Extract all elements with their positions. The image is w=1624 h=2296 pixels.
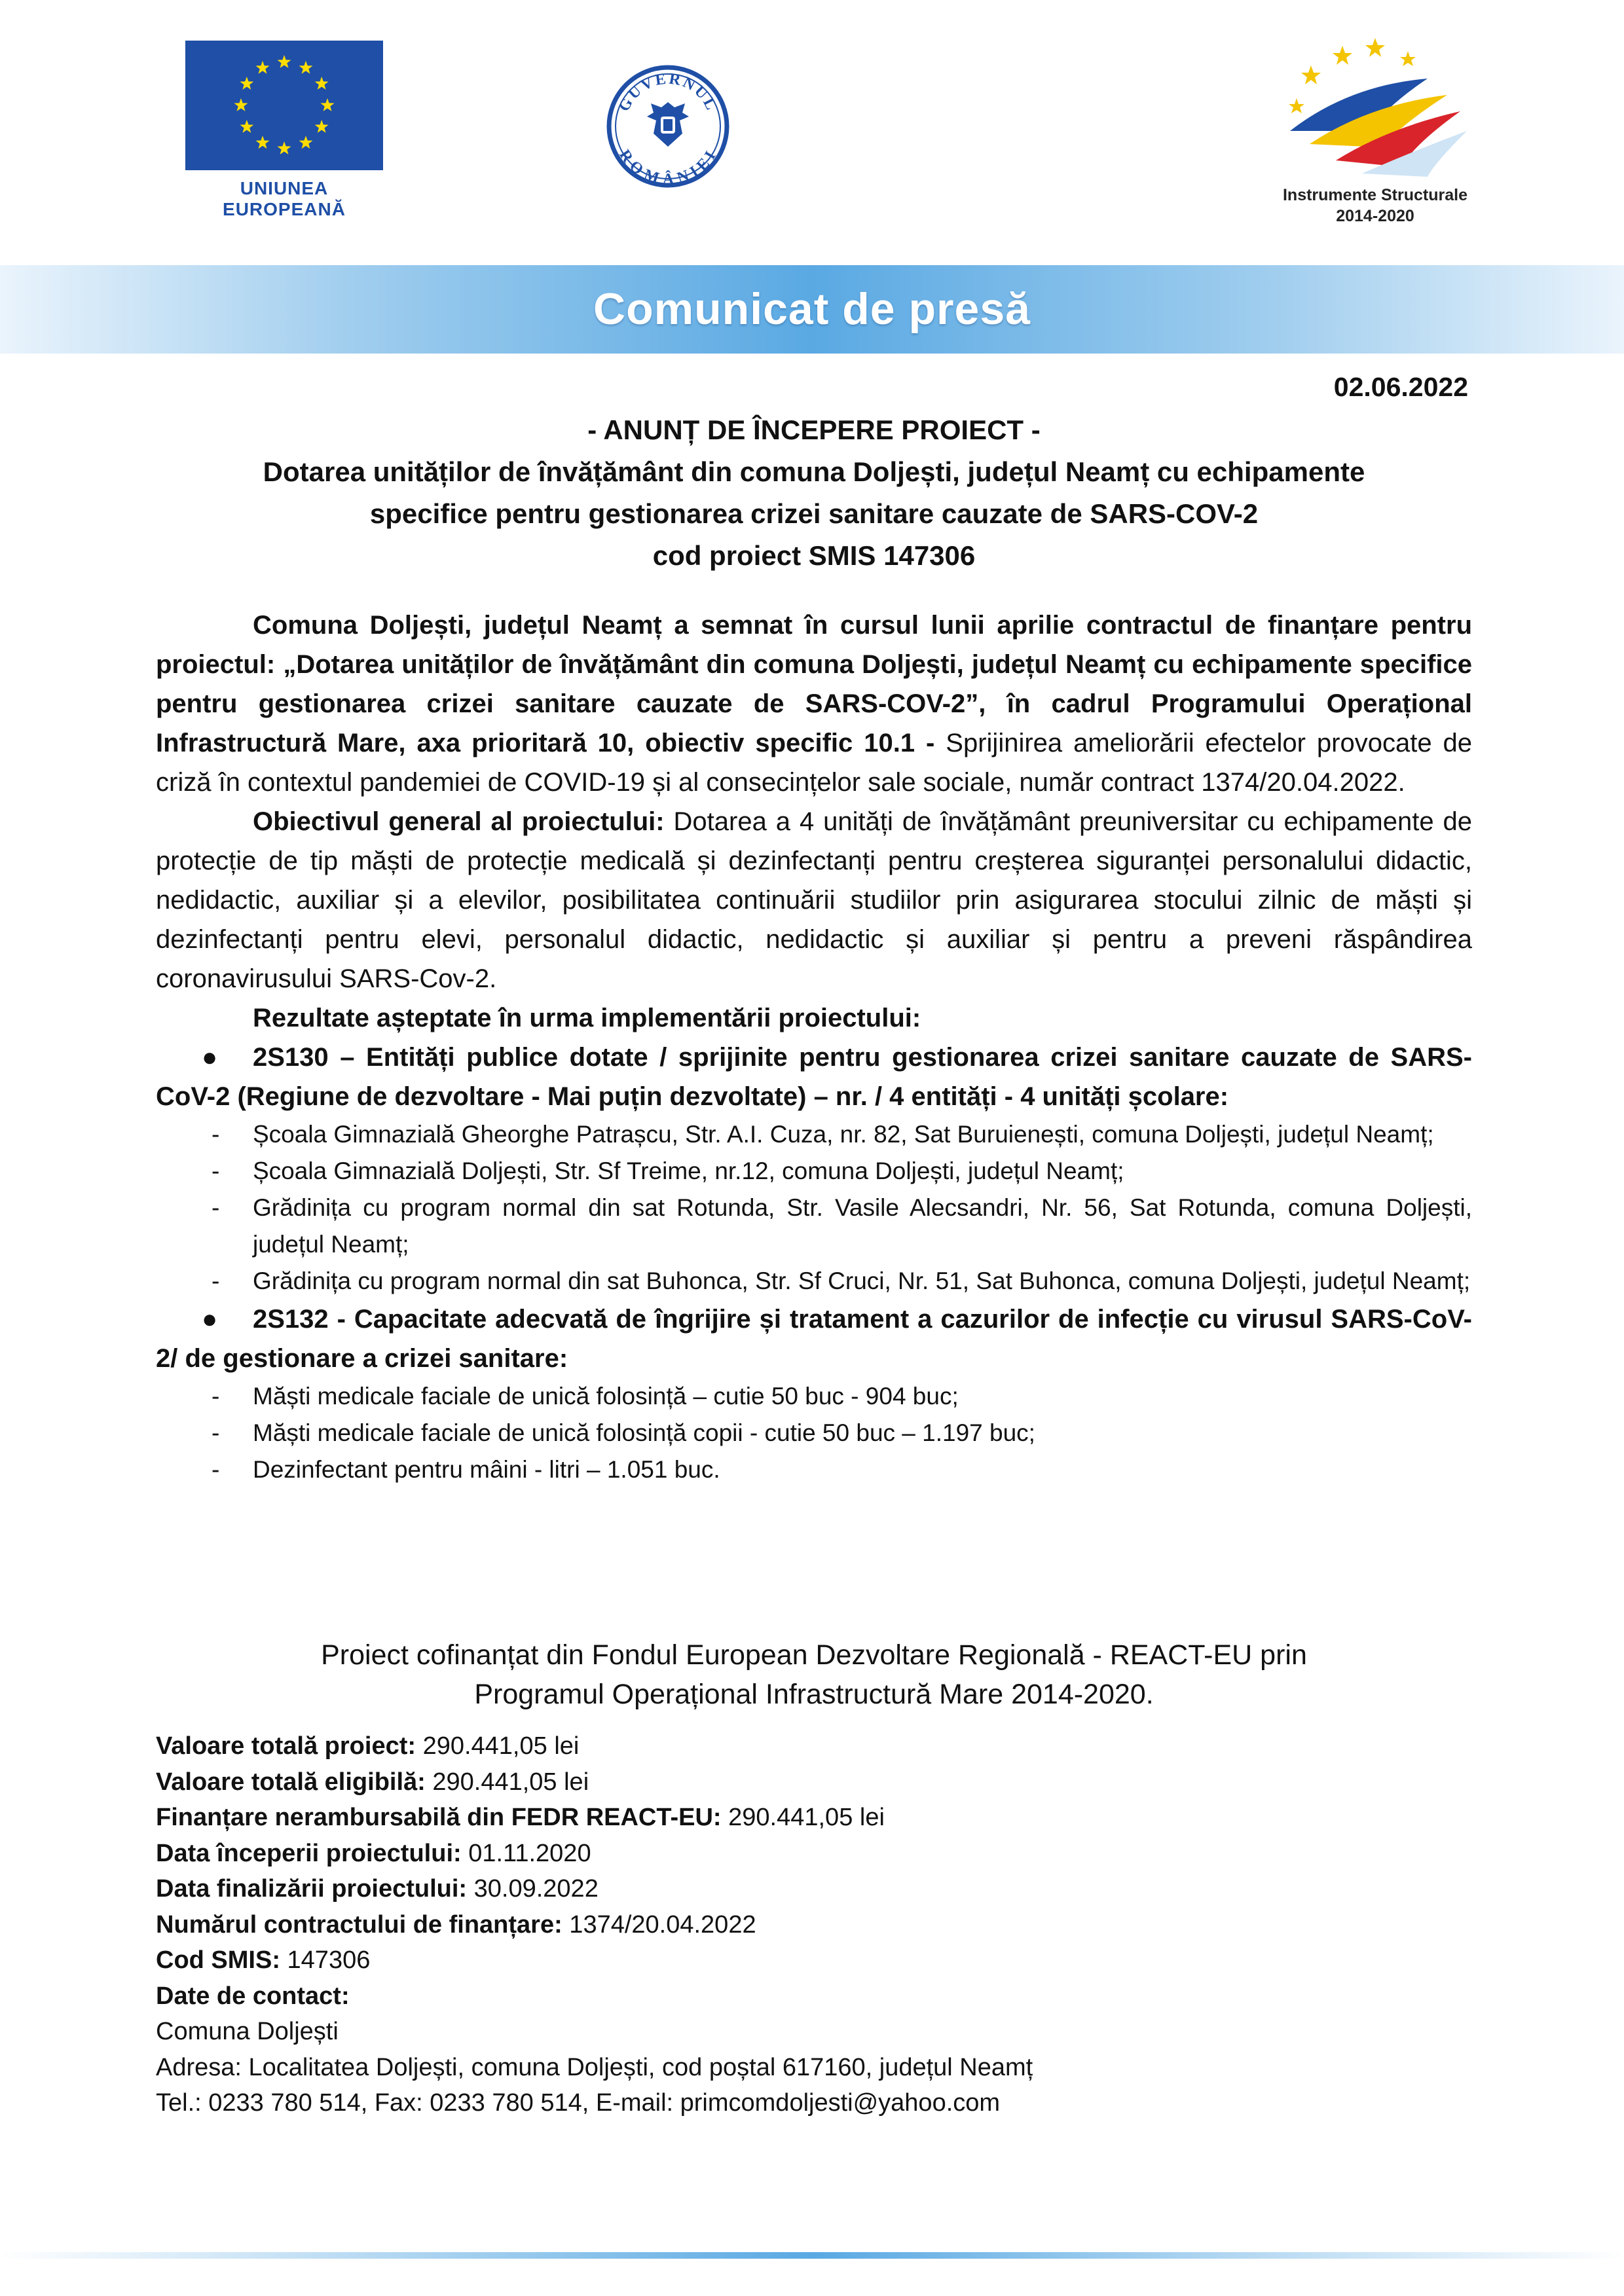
banner-title: Comunicat de presă	[593, 284, 1031, 334]
eu-star-icon	[278, 141, 291, 155]
contact-address: Adresa: Localitatea Doljești, comuna Doljești, cod poștal 617160, județul Neamț	[156, 2053, 1033, 2081]
detail-row: Valoare totală proiect: 290.441,05 lei	[156, 1732, 580, 1760]
detail-row: Data începerii proiectului: 01.11.2020	[156, 1839, 591, 1867]
instrumente-structurale-logo	[1270, 33, 1480, 229]
indicator-title: 2S130 – Entități publice dotate / sprijinite pentru gestionarea crizei sanitare cauzate de SARS-CoV-2 (Regiune de dezvoltare - Mai puțin dezvoltate) – nr. / 4 entități - 4 unități școlare:	[156, 1043, 1472, 1111]
detail-row: Date de contact:	[156, 1982, 350, 2010]
eu-star-icon	[256, 136, 270, 149]
list-item: - Școala Gimnazială Gheorghe Patrașcu, Str. A.I. Cuza, nr. 82, Sat Buruienești, comuna Doljești, județul Neamț;	[212, 1121, 1434, 1148]
eu-logo	[185, 41, 383, 219]
cofinance-line-2: Programul Operațional Infrastructură Mare 2014-2020.	[474, 1679, 1154, 1710]
detail-row: Finanțare nerambursabilă din FEDR REACT-EU: 290.441,05 lei	[156, 1804, 885, 1831]
detail-row: Valoare totală eligibilă: 290.441,05 lei	[156, 1768, 589, 1796]
eu-star-icon	[240, 77, 253, 90]
cofinance-statement	[156, 1635, 1472, 1714]
heading-line-1: - ANUNȚ DE ÎNCEPERE PROIECT -	[587, 414, 1041, 445]
indicator-2s132	[156, 1300, 1472, 1378]
eu-star-icon	[315, 77, 329, 90]
project-details	[156, 1728, 1472, 2121]
government-logo	[606, 64, 730, 189]
document-body	[156, 606, 1472, 1488]
eu-star-icon	[278, 55, 291, 68]
eu-star-icon	[256, 61, 270, 74]
release-date: 02.06.2022	[1333, 372, 1468, 402]
objective-text: Dotarea a 4 unități de învățământ preuniversitar cu echipamente de protecție de tip măști de protecție medicală și dezinfectanți pentru creșterea siguranței personalului didactic, nedidactic, auxiliar și a elevilor, posibilitatea continuării studiilor prin asigurarea stocului zilnic de măști și dezinfectanți pentru elevi, personalul didactic, nedidactic și auxiliar și pentru a preveni răspândirea coronavirusului SARS-Cov-2.	[156, 807, 1472, 993]
eu-star-icon	[299, 136, 313, 149]
heading-line-3: specifice pentru gestionarea crizei sanitare cauzate de SARS-COV-2	[369, 498, 1259, 529]
list-item: - Măști medicale faciale de unică folosință copii - cutie 50 buc – 1.197 buc;	[212, 1419, 1035, 1446]
intro-paragraph	[156, 606, 1472, 802]
gov-text-bottom: ROMÂNIEI	[616, 147, 721, 189]
list-item: - Măști medicale faciale de unică folosință – cutie 50 buc - 904 buc;	[212, 1383, 959, 1410]
project-heading	[156, 409, 1472, 577]
objective-label: Obiectivul general al proiectului:	[253, 807, 665, 836]
results-label: Rezultate așteptate în urma implementării proiectului:	[253, 1004, 921, 1032]
indicator-title: 2S132 - Capacitate adecvată de îngrijire și tratament a cazurilor de infecție cu virusul SARS-CoV-2/ de gestionare a crizei sanitare:	[156, 1305, 1472, 1373]
press-release-banner	[0, 265, 1624, 354]
eu-star-icon	[240, 120, 253, 133]
cofinance-line-1: Proiect cofinanțat din Fondul European Dezvoltare Regională - REACT-EU prin	[321, 1639, 1307, 1671]
intro-normal: Sprijinirea ameliorării efectelor provocate de criză în contextul pandemiei de COVID-19 și al consecințelor sale sociale, număr contract 1374/20.04.2022.	[156, 729, 1473, 797]
detail-row: Data finalizării proiectului: 30.09.2022	[156, 1875, 599, 1903]
bullet-icon: ●	[202, 1043, 218, 1072]
eu-star-icon	[299, 61, 313, 74]
eu-star-icon	[321, 98, 335, 111]
eu-flag-icon	[185, 41, 383, 170]
is-caption-line1: Instrumente Structurale	[1282, 186, 1467, 204]
gov-text-top: GUVERNUL	[616, 70, 721, 115]
objective-paragraph	[156, 802, 1472, 998]
list-item: - Dezinfectant pentru mâini - litri – 1.051 buc.	[212, 1456, 720, 1483]
contact-phone-email[interactable]: Tel.: 0233 780 514, Fax: 0233 780 514, E-mail: primcomdoljesti@yahoo.com	[156, 2089, 1001, 2117]
list-item: - Școala Gimnazială Doljești, Str. Sf Treime, nr.12, comuna Doljești, județul Neamț;	[212, 1157, 1124, 1184]
detail-row: Cod SMIS: 147306	[156, 1946, 371, 1974]
contact-name: Comuna Doljești	[156, 2018, 339, 2045]
eu-star-icon	[315, 120, 329, 133]
eu-star-icon	[234, 98, 248, 111]
bullet-icon: ●	[202, 1305, 218, 1334]
bottom-divider	[0, 2252, 1624, 2259]
heading-line-2: Dotarea unităților de învățământ din comuna Doljești, județul Neamț cu echipamente	[263, 456, 1365, 487]
list-item: - Grădinița cu program normal din sat Rotunda, Str. Vasile Alecsandri, Nr. 56, Sat Rotunda, comuna Doljești, județul Neamț;	[212, 1194, 1472, 1258]
list-item: - Grădinița cu program normal din sat Buhonca, Str. Sf Cruci, Nr. 51, Sat Buhonca, comuna Doljești, județul Neamț;	[212, 1267, 1471, 1294]
eu-caption: UNIUNEA EUROPEANĂ	[223, 178, 346, 219]
heading-line-4: cod proiect SMIS 147306	[652, 540, 976, 571]
instrumente-structurale-emblem-icon	[1270, 33, 1480, 180]
intro-bold: Comuna Doljești, județul Neamț a semnat în cursul lunii aprilie contractul de finanțare pentru proiectul: „Dotarea unităților de învățământ din comuna Doljești, județul Neamț cu echipamente specifice pentru gestionarea crizei sanitare cauzate de SARS-COV-2”, în cadrul Programului Operațional Infrastructură Mare, axa prioritară 10, obiectiv specific 10.1 -	[156, 611, 1472, 757]
detail-row: Numărul contractului de finanțare: 1374/20.04.2022	[156, 1910, 756, 1939]
indicator-2s130	[156, 1038, 1472, 1116]
is-caption-line2: 2014-2020	[1336, 207, 1414, 225]
instrumente-structurale-caption	[1270, 185, 1480, 227]
